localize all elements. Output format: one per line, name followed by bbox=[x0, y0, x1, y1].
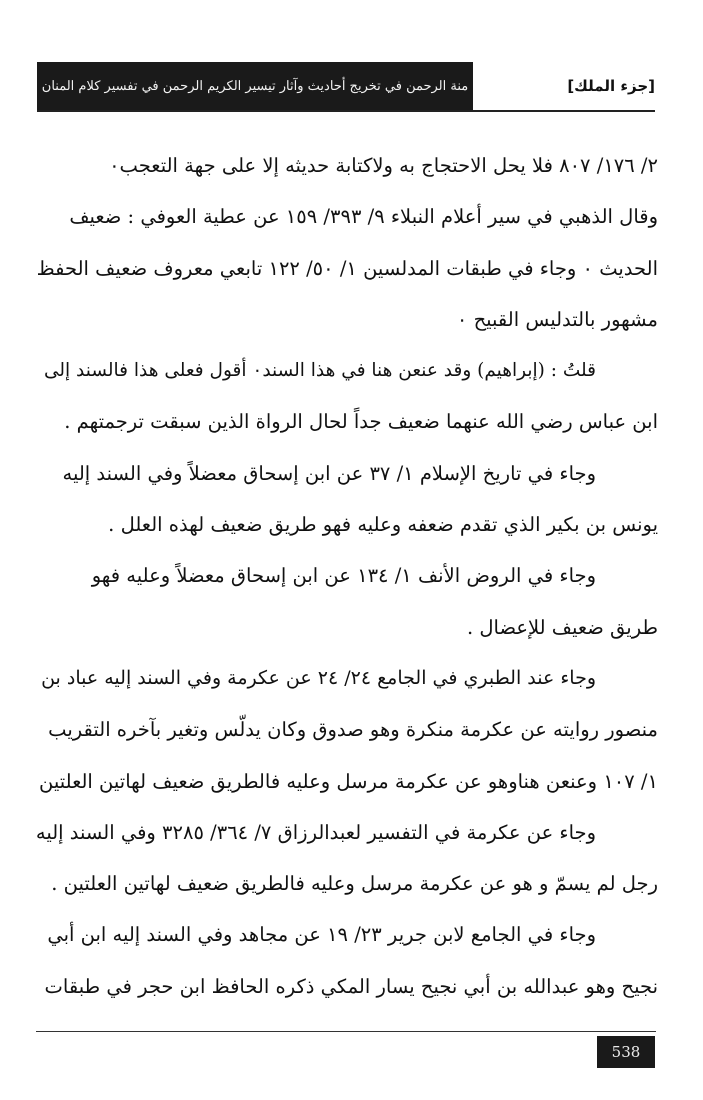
text-line: ابن عباس رضي الله عنهما ضعيف جداً لحال الرواة الذين سبقت ترجمتهم . bbox=[64, 410, 658, 434]
text-line: يونس بن بكير الذي تقدم ضعفه وعليه فهو طريق ضعيف لهذه العلل . bbox=[108, 513, 658, 537]
text-line: رجل لم يسمّ و هو عن عكرمة مرسل وعليه فالطريق ضعيف لهاتين العلتين . bbox=[51, 872, 658, 896]
text-line: وجاء في الروض الأنف ١/ ١٣٤ عن ابن إسحاق معضلاً وعليه فهو bbox=[91, 564, 596, 588]
text-line: منصور روايته عن عكرمة منكرة وهو صدوق وكان يدلّس وتغير بآخره التقريب bbox=[48, 718, 658, 742]
text-line: طريق ضعيف للإعضال . bbox=[466, 615, 658, 639]
header-divider bbox=[37, 110, 655, 112]
text-line: الحديث ٠ وجاء في طبقات المدلسين ١/ ٥٠/ ١٢٢ تابعي معروف ضعيف الحفظ bbox=[36, 256, 658, 280]
running-header bbox=[37, 62, 655, 110]
text-line: ٢/ ١٧٦/ ٨٠٧ فلا يحل الاحتجاج به ولاكتابة حديثه إلا على جهة التعجب٠ bbox=[109, 154, 658, 177]
text-line: قلتُ : (إبراهيم) وقد عنعن هنا في هذا السند٠ أقول فعلى هذا فالسند إلى bbox=[43, 360, 596, 382]
text-line: مشهور بالتدليس القبيح ٠ bbox=[456, 307, 658, 331]
text-line: وقال الذهبي في سير أعلام النبلاء ٩/ ٣٩٣/ ١٥٩ عن عطية العوفي : ضعيف bbox=[69, 205, 658, 229]
text-line: وجاء عند الطبري في الجامع ٢٤/ ٢٤ عن عكرمة وفي السند إليه عباد بن bbox=[41, 666, 596, 689]
text-line: نجيح وهو عبدالله بن أبي نجيح يسار المكي ذكره الحافظ ابن حجر في طبقات bbox=[44, 974, 658, 998]
part-label: [جزء الملك] bbox=[567, 77, 655, 95]
footer-divider bbox=[36, 1031, 656, 1032]
text-line: وجاء عن عكرمة في التفسير لعبدالرزاق ٧/ ٣٦٤/ ٣٢٨٥ وفي السند إليه bbox=[36, 820, 596, 844]
text-line: وجاء في الجامع لابن جرير ٢٣/ ١٩ عن مجاهد وفي السند إليه ابن أبي bbox=[47, 923, 596, 947]
body-text bbox=[36, 140, 658, 1012]
page-number: 538 bbox=[597, 1036, 655, 1068]
text-line: ١/ ١٠٧ وعنعن هناوهو عن عكرمة مرسل وعليه فالطريق ضعيف لهاتين العلتين bbox=[39, 769, 658, 793]
book-title-banner: منة الرحمن في تخريج أحاديث وآثار تيسير الكريم الرحمن في تفسير كلام المنان bbox=[37, 62, 473, 110]
text-line: وجاء في تاريخ الإسلام ١/ ٣٧ عن ابن إسحاق معضلاً وفي السند إليه bbox=[62, 461, 596, 485]
